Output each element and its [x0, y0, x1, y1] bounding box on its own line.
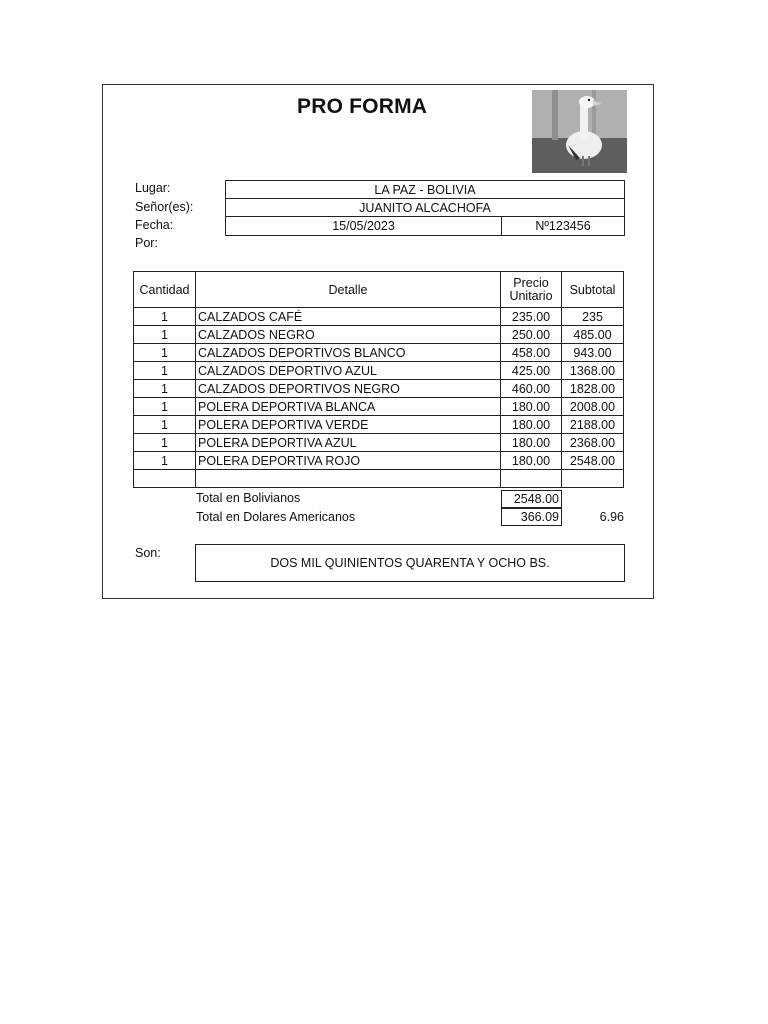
label-por: Por: [135, 236, 158, 250]
table-row [134, 362, 624, 380]
row-detalle: CALZADOS DEPORTIVOS BLANCO [196, 344, 501, 362]
row-precio-unitario: 180.00 [501, 452, 562, 470]
total-bolivianos-value: 2548.00 [501, 490, 562, 508]
table-row [134, 308, 624, 326]
row-subtotal: 2548.00 [562, 452, 624, 470]
label-lugar: Lugar: [135, 181, 171, 195]
row-precio-unitario: 180.00 [501, 398, 562, 416]
row-precio-unitario: 250.00 [501, 326, 562, 344]
header-detalle: Detalle [196, 272, 501, 308]
table-row [134, 416, 624, 434]
lugar-value: LA PAZ - BOLIVIA [225, 180, 625, 199]
table-row [134, 380, 624, 398]
label-fecha: Fecha: [135, 218, 174, 232]
senor-value: JUANITO ALCACHOFA [225, 198, 625, 217]
fecha-value: 15/05/2023 [225, 216, 502, 236]
row-detalle: CALZADOS CAFÉ [196, 308, 501, 326]
duck-photo-icon [532, 90, 627, 173]
row-detalle [196, 470, 501, 488]
total-dolares-value: 366.09 [501, 508, 562, 526]
table-header-row [134, 272, 624, 308]
row-subtotal: 1828.00 [562, 380, 624, 398]
row-precio-unitario: 180.00 [501, 434, 562, 452]
son-value: DOS MIL QUINIENTOS QUARENTA Y OCHO BS. [195, 544, 625, 582]
header-precio-label: Precio Unitario [509, 275, 553, 303]
table-row [134, 326, 624, 344]
document-number: Nº123456 [501, 216, 625, 236]
row-subtotal: 2008.00 [562, 398, 624, 416]
row-detalle: POLERA DEPORTIVA ROJO [196, 452, 501, 470]
row-cantidad: 1 [134, 434, 196, 452]
exchange-rate: 6.96 [599, 510, 624, 524]
row-subtotal: 485.00 [562, 326, 624, 344]
label-son: Son: [135, 546, 161, 560]
row-cantidad: 1 [134, 326, 196, 344]
row-subtotal: 943.00 [562, 344, 624, 362]
row-subtotal: 2188.00 [562, 416, 624, 434]
row-detalle: CALZADOS DEPORTIVO AZUL [196, 362, 501, 380]
header-subtotal: Subtotal [562, 272, 624, 308]
header-cantidad: Cantidad [134, 272, 196, 308]
document-title: PRO FORMA [297, 95, 428, 118]
total-dolares-label: Total en Dolares Americanos [196, 510, 356, 524]
row-cantidad: 1 [134, 416, 196, 434]
row-detalle: POLERA DEPORTIVA VERDE [196, 416, 501, 434]
row-cantidad: 1 [134, 308, 196, 326]
row-precio-unitario [501, 470, 562, 488]
row-subtotal [562, 470, 624, 488]
table-row [134, 434, 624, 452]
row-detalle: CALZADOS DEPORTIVOS NEGRO [196, 380, 501, 398]
row-cantidad [134, 470, 196, 488]
items-table [133, 271, 624, 488]
row-cantidad: 1 [134, 452, 196, 470]
row-cantidad: 1 [134, 344, 196, 362]
row-precio-unitario: 180.00 [501, 416, 562, 434]
header-precio-unitario [501, 272, 562, 308]
table-row [134, 398, 624, 416]
row-cantidad: 1 [134, 362, 196, 380]
row-detalle: POLERA DEPORTIVA BLANCA [196, 398, 501, 416]
table-row [134, 470, 624, 488]
row-detalle: CALZADOS NEGRO [196, 326, 501, 344]
row-subtotal: 1368.00 [562, 362, 624, 380]
row-precio-unitario: 460.00 [501, 380, 562, 398]
row-precio-unitario: 458.00 [501, 344, 562, 362]
label-senor: Señor(es): [135, 200, 194, 214]
total-bolivianos-label: Total en Bolivianos [196, 491, 301, 505]
row-subtotal: 2368.00 [562, 434, 624, 452]
row-precio-unitario: 425.00 [501, 362, 562, 380]
row-cantidad: 1 [134, 380, 196, 398]
table-row [134, 344, 624, 362]
row-subtotal: 235 [562, 308, 624, 326]
row-detalle: POLERA DEPORTIVA AZUL [196, 434, 501, 452]
row-cantidad: 1 [134, 398, 196, 416]
row-precio-unitario: 235.00 [501, 308, 562, 326]
table-row [134, 452, 624, 470]
